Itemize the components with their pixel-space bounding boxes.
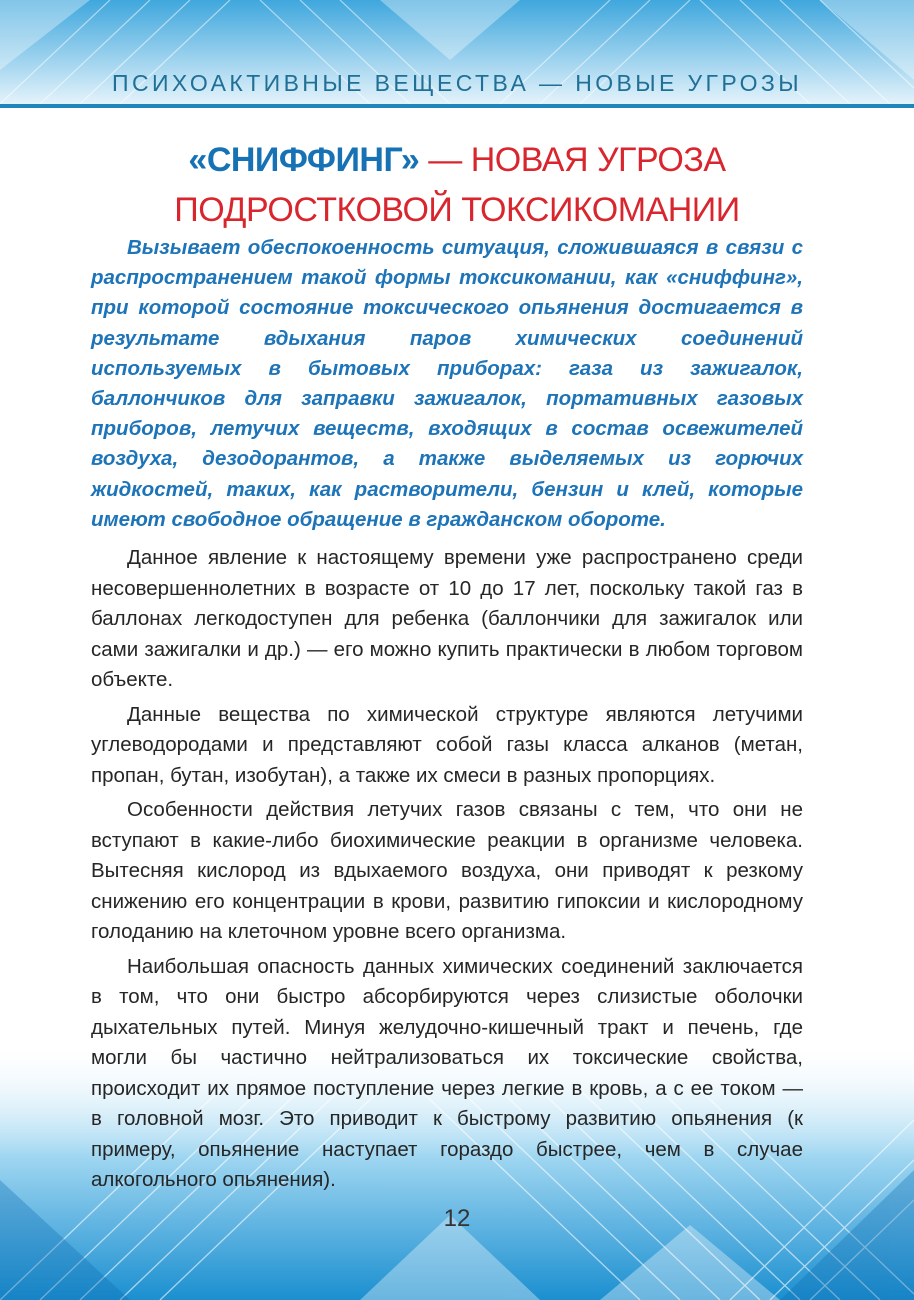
page-number: 12 [443,1205,471,1232]
lead-paragraph: Вызывает обеспокоенность ситуация, сложившаяся в связи с распространением такой формы токсикомании, как «сниффинг», при которой состояние токсического опьянения достигается в результате вдыхания паров химических соединений используемых в бытовых приборах: газа из зажигалок, баллончиков для заправки зажигалок, портативных газовых приборов, летучих веществ, входящих в состав освежителей воздуха, дезодорантов, а также выделяемых из горючих жидкостей, таких, как растворители, бензин и клей, которые имеют свободное обращение в гражданском обороте. [91,236,803,531]
title-line-1 [0,135,914,185]
running-header: ПСИХОАКТИВНЫЕ ВЕЩЕСТВА — НОВЫЕ УГРОЗЫ [112,70,802,96]
title-line-2: ПОДРОСТКОВОЙ ТОКСИКОМАНИИ [174,190,740,229]
title-term: «СНИФФИНГ» [188,140,420,179]
body-paragraph-4: Наибольшая опасность данных химических соединений заключается в том, что они быстро абсорбируются через слизистые оболочки дыхательных путей. Минуя желудочно-кишечный тракт и печень, где могли бы частично нейтрализоваться их токсические свойства, происходит их прямое поступление через легкие в кровь, а с ее током — в головной мозг. Это приводит к быстрому развитию опьянения (к примеру, опьянение наступает гораздо быстрее, чем в случае алкогольного опьянения). [91,954,803,1192]
body-paragraph-1: Данное явление к настоящему времени уже распространено среди несовершеннолетних в возрасте от 10 до 17 лет, поскольку такой газ в баллонах легкодоступен для ребенка (баллончики для зажигалок или сами зажигалки и др.) — его можно купить практически в любом торговом объекте. [91,546,803,692]
header-rule [0,104,914,108]
page-title [0,135,914,235]
body-paragraph-2: Данные вещества по химической структуре являются летучими углеводородами и представляют собой газы класса алканов (метан, пропан, бутан, изобутан), а также их смеси в разных пропорциях. [91,702,803,787]
body-paragraph-3: Особенности действия летучих газов связаны с тем, что они не вступают в какие-либо биохимические реакции в организме человека. Вытесняя кислород из вдыхаемого воздуха, они приводят к резкому снижению его концентрации в крови, развитию гипоксии и кислородному голоданию на клеточном уровне всего организма. [91,798,803,944]
article-body [91,233,803,1200]
title-part-2: — НОВАЯ УГРОЗА [419,140,726,179]
